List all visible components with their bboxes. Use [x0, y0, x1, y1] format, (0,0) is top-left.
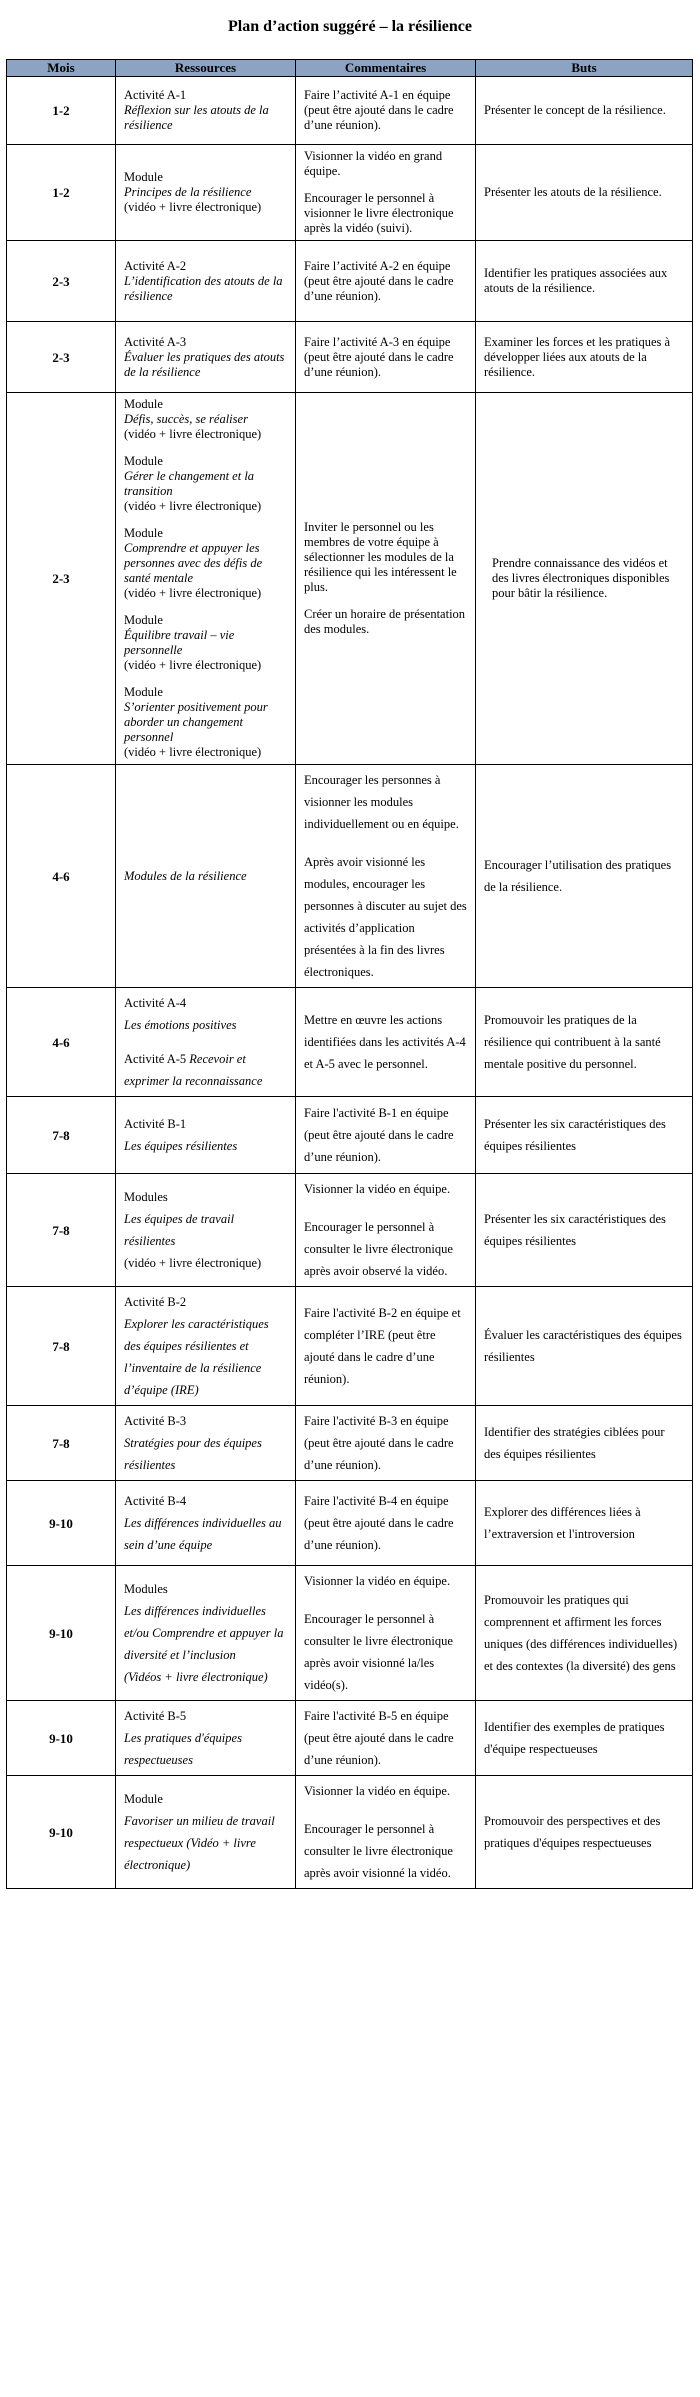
cell-ressources: [116, 1174, 296, 1287]
table-row: [7, 322, 693, 393]
resource-item: [124, 335, 287, 380]
resource-item: [124, 88, 287, 133]
cell-buts: Prendre connaissance des vidéos et des livres électroniques disponibles pour bâtir la résilience.: [476, 393, 693, 765]
cell-commentaires: [296, 77, 476, 145]
table-row: [7, 1566, 693, 1701]
resource-title: Réflexion sur les atouts de la résilience: [124, 103, 269, 132]
resource-title: Les pratiques d'équipes respectueuses: [124, 1731, 242, 1767]
cell-commentaires: [296, 1481, 476, 1566]
resource-type: Activité A-3: [124, 334, 187, 349]
cell-commentaires: [296, 1287, 476, 1406]
comment-paragraph: Encourager le personnel à visionner le livre électronique après la vidéo (suivi).: [304, 191, 454, 235]
cell-commentaires: [296, 145, 476, 241]
comment-paragraph: Encourager le personnel à consulter le livre électronique après avoir observé la vidéo.: [304, 1220, 453, 1278]
table-row: [7, 1174, 693, 1287]
resource-title: S’orienter positivement pour aborder un changement personnel: [124, 700, 268, 744]
comment-paragraph: Faire l’activité A-1 en équipe (peut être ajouté dans le cadre d’une réunion).: [304, 88, 454, 132]
cell-ressources: [116, 1776, 296, 1889]
resource-type: Activité B-3: [124, 1414, 187, 1428]
resource-title: Défis, succès, se réaliser: [124, 412, 248, 426]
cell-mois: 7-8: [7, 1097, 116, 1174]
comment-paragraph: Visionner la vidéo en équipe.: [304, 1182, 451, 1196]
comment-paragraph: Faire l'activité B-3 en équipe (peut être ajouté dans le cadre d’une réunion).: [304, 1414, 454, 1472]
comment-paragraph: Inviter le personnel ou les membres de votre équipe à sélectionner les modules de la résilience qui les intéressent le plus.: [304, 520, 457, 594]
resource-title: Les différences individuelles et/ou Comprendre et appuyer la diversité et l’inclusion: [124, 1604, 284, 1662]
resource-title: Stratégies pour des équipes résilientes: [124, 1436, 262, 1472]
resource-item: [124, 397, 287, 442]
comment-paragraph: Encourager le personnel à consulter le livre électronique après avoir visionné la vidéo.: [304, 1822, 453, 1880]
resource-type: Module: [124, 397, 163, 411]
comment-paragraph: Visionner la vidéo en équipe.: [304, 1784, 451, 1798]
cell-mois: 9-10: [7, 1481, 116, 1566]
resource-item: [124, 170, 287, 215]
resource-item: [124, 1048, 287, 1092]
resource-item: [124, 992, 287, 1036]
resource-type: Activité B-2: [124, 1295, 187, 1309]
cell-ressources: [116, 1287, 296, 1406]
cell-buts: Promouvoir les pratiques de la résilience qui contribuent à la santé mentale positive du personnel.: [476, 988, 693, 1097]
resource-item: [124, 865, 287, 887]
resource-title: Les différences individuelles au sein d’une équipe: [124, 1516, 282, 1552]
resource-item: [124, 1291, 287, 1401]
resource-type: Activité A-5: [124, 1052, 187, 1066]
resource-type: Activité B-4: [124, 1494, 187, 1508]
table-row: [7, 393, 693, 765]
comment-paragraph: Créer un horaire de présentation des modules.: [304, 607, 466, 636]
cell-mois: 2-3: [7, 322, 116, 393]
comment-paragraph: Mettre en œuvre les actions identifiées dans les activités A-4 et A-5 avec le personnel.: [304, 1013, 466, 1071]
table-row: [7, 1287, 693, 1406]
cell-mois: 7-8: [7, 1287, 116, 1406]
comment-paragraph: Faire l'activité B-5 en équipe (peut être ajouté dans le cadre d’une réunion).: [304, 1709, 454, 1767]
resource-item: [124, 1578, 287, 1688]
table-row: [7, 1406, 693, 1481]
resource-title: Équilibre travail – vie personnelle: [124, 628, 235, 657]
resource-type: Modules: [124, 1582, 168, 1596]
comment-paragraph: Après avoir visionné les modules, encourager les personnes à discuter au sujet des activités d’application présentées à la fin des livres électroniques.: [304, 855, 467, 979]
cell-buts: Présenter le concept de la résilience.: [476, 77, 693, 145]
cell-commentaires: [296, 241, 476, 322]
cell-ressources: [116, 322, 296, 393]
cell-commentaires: [296, 1701, 476, 1776]
cell-buts: Présenter les six caractéristiques des équipes résilientes: [476, 1174, 693, 1287]
cell-buts: Identifier des stratégies ciblées pour des équipes résilientes: [476, 1406, 693, 1481]
resource-type: Activité B-1: [124, 1117, 187, 1131]
resource-title: Les équipes de travail résilientes: [124, 1212, 235, 1248]
resource-title: Évaluer les pratiques des atouts de la résilience: [124, 349, 285, 379]
resource-item: [124, 613, 287, 673]
cell-ressources: [116, 765, 296, 988]
cell-buts: Promouvoir les pratiques qui comprennent et affirment les forces uniques (des différences individuelles) et des contextes (la diversité) des gens: [476, 1566, 693, 1701]
resource-title: Explorer les caractéristiques des équipes résilientes et l’inventaire de la résilience d’équipe (IRE): [124, 1317, 269, 1397]
cell-mois: 1-2: [7, 77, 116, 145]
action-plan-table: [6, 59, 693, 1889]
table-header-row: [7, 60, 693, 77]
resource-line: [124, 1048, 287, 1092]
resource-title: Principes de la résilience: [124, 185, 252, 199]
resource-type: Module: [124, 454, 163, 468]
cell-mois: 4-6: [7, 765, 116, 988]
table-row: [7, 765, 693, 988]
resource-item: [124, 1705, 287, 1771]
header-commentaires: Commentaires: [296, 60, 476, 77]
header-buts: Buts: [476, 60, 693, 77]
resource-title: Favoriser un milieu de travail respectueux (Vidéo + livre électronique): [124, 1814, 275, 1872]
cell-ressources: [116, 1566, 296, 1701]
resource-title: Modules de la résilience: [124, 869, 247, 883]
cell-commentaires: [296, 1097, 476, 1174]
resource-type: Module: [124, 526, 163, 540]
resource-type: Module: [124, 1792, 163, 1806]
resource-type: Activité A-1: [124, 88, 187, 102]
comment-paragraph: Encourager les personnes à visionner les modules individuellement ou en équipe.: [304, 773, 459, 831]
resource-title: Les équipes résilientes: [124, 1139, 238, 1153]
resource-format: (vidéo + livre électronique): [124, 745, 262, 759]
resource-item: [124, 1490, 287, 1556]
cell-mois: 7-8: [7, 1174, 116, 1287]
comment-paragraph: Faire l’activité A-2 en équipe (peut être ajouté dans le cadre d’une réunion).: [304, 258, 454, 303]
cell-commentaires: [296, 1174, 476, 1287]
cell-commentaires: [296, 393, 476, 765]
resource-format: (vidéo + livre électronique): [124, 658, 262, 672]
cell-buts: Identifier des exemples de pratiques d'équipe respectueuses: [476, 1701, 693, 1776]
cell-mois: 1-2: [7, 145, 116, 241]
cell-mois: 9-10: [7, 1776, 116, 1889]
table-row: [7, 988, 693, 1097]
table-row: [7, 77, 693, 145]
table-row: [7, 1481, 693, 1566]
resource-format: (vidéo + livre électronique): [124, 1256, 262, 1270]
cell-buts: Évaluer les caractéristiques des équipes résilientes: [476, 1287, 693, 1406]
cell-commentaires: [296, 1776, 476, 1889]
cell-mois: 4-6: [7, 988, 116, 1097]
resource-item: [124, 1410, 287, 1476]
cell-ressources: [116, 1097, 296, 1174]
table-row: [7, 1097, 693, 1174]
comment-paragraph: Faire l'activité B-2 en équipe et compléter l’IRE (peut être ajouté dans le cadre d’une réunion).: [304, 1306, 461, 1386]
comment-paragraph: Faire l'activité B-1 en équipe (peut être ajouté dans le cadre d’une réunion).: [304, 1106, 454, 1164]
resource-type: Activité A-4: [124, 996, 187, 1010]
cell-ressources: [116, 145, 296, 241]
table-row: [7, 1701, 693, 1776]
cell-buts: Présenter les six caractéristiques des équipes résilientes: [476, 1097, 693, 1174]
cell-ressources: [116, 988, 296, 1097]
cell-mois: 2-3: [7, 241, 116, 322]
cell-mois: 9-10: [7, 1701, 116, 1776]
comment-paragraph: Faire l'activité B-4 en équipe (peut être ajouté dans le cadre d’une réunion).: [304, 1494, 454, 1552]
resource-format: (vidéo + livre électronique): [124, 200, 262, 214]
cell-buts: Identifier les pratiques associées aux atouts de la résilience.: [476, 241, 693, 322]
resource-title: L’identification des atouts de la résilience: [124, 273, 283, 303]
cell-commentaires: [296, 765, 476, 988]
resource-item: [124, 1788, 287, 1876]
resource-type: Module: [124, 685, 163, 699]
resource-item: [124, 1186, 287, 1274]
resource-format: (Vidéos + livre électronique): [124, 1670, 268, 1684]
table-row: [7, 1776, 693, 1889]
cell-buts: Examiner les forces et les pratiques à développer liées aux atouts de la résilience.: [476, 322, 693, 393]
cell-commentaires: [296, 1566, 476, 1701]
resource-title: Gérer le changement et la transition: [124, 469, 255, 498]
resource-item: [124, 1113, 287, 1157]
page-title: Plan d’action suggéré – la résilience: [228, 18, 472, 35]
cell-mois: 7-8: [7, 1406, 116, 1481]
cell-commentaires: [296, 1406, 476, 1481]
comment-paragraph: Encourager le personnel à consulter le livre électronique après avoir visionné la/les vidéo(s).: [304, 1612, 453, 1692]
table-row: [7, 145, 693, 241]
cell-ressources: [116, 241, 296, 322]
cell-ressources: [116, 1701, 296, 1776]
cell-ressources: [116, 1481, 296, 1566]
cell-buts: Présenter les atouts de la résilience.: [476, 145, 693, 241]
header-ressources: Ressources: [116, 60, 296, 77]
table-row: [7, 241, 693, 322]
resource-format: (vidéo + livre électronique): [124, 586, 262, 600]
resource-item: [124, 685, 287, 760]
resource-title: Comprendre et appuyer les personnes avec des défis de santé mentale: [124, 541, 263, 585]
resource-title: Recevoir et exprimer la reconnaissance: [124, 1052, 263, 1088]
resource-item: [124, 454, 287, 514]
cell-commentaires: [296, 322, 476, 393]
resource-format: (vidéo + livre électronique): [124, 427, 262, 441]
cell-commentaires: [296, 988, 476, 1097]
resource-item: [124, 526, 287, 601]
resource-type: Module: [124, 170, 163, 184]
comment-paragraph: Visionner la vidéo en grand équipe.: [304, 149, 443, 178]
cell-buts: Encourager l’utilisation des pratiques de la résilience.: [476, 765, 693, 988]
cell-ressources: [116, 77, 296, 145]
resource-type: Activité A-2: [124, 258, 187, 273]
resource-item: [124, 259, 287, 304]
cell-mois: 9-10: [7, 1566, 116, 1701]
resource-format: (vidéo + livre électronique): [124, 499, 262, 513]
cell-ressources: [116, 393, 296, 765]
cell-mois: 2-3: [7, 393, 116, 765]
resource-type: Modules: [124, 1190, 168, 1204]
resource-type: Activité B-5: [124, 1709, 187, 1723]
comment-paragraph: Visionner la vidéo en équipe.: [304, 1574, 451, 1588]
header-mois: Mois: [7, 60, 116, 77]
comment-paragraph: Faire l’activité A-3 en équipe (peut être ajouté dans le cadre d’une réunion).: [304, 334, 454, 379]
resource-type: Module: [124, 613, 163, 627]
cell-buts: Explorer des différences liées à l’extraversion et l'introversion: [476, 1481, 693, 1566]
cell-buts: Promouvoir des perspectives et des pratiques d'équipes respectueuses: [476, 1776, 693, 1889]
cell-ressources: [116, 1406, 296, 1481]
resource-title: Les émotions positives: [124, 1018, 237, 1032]
